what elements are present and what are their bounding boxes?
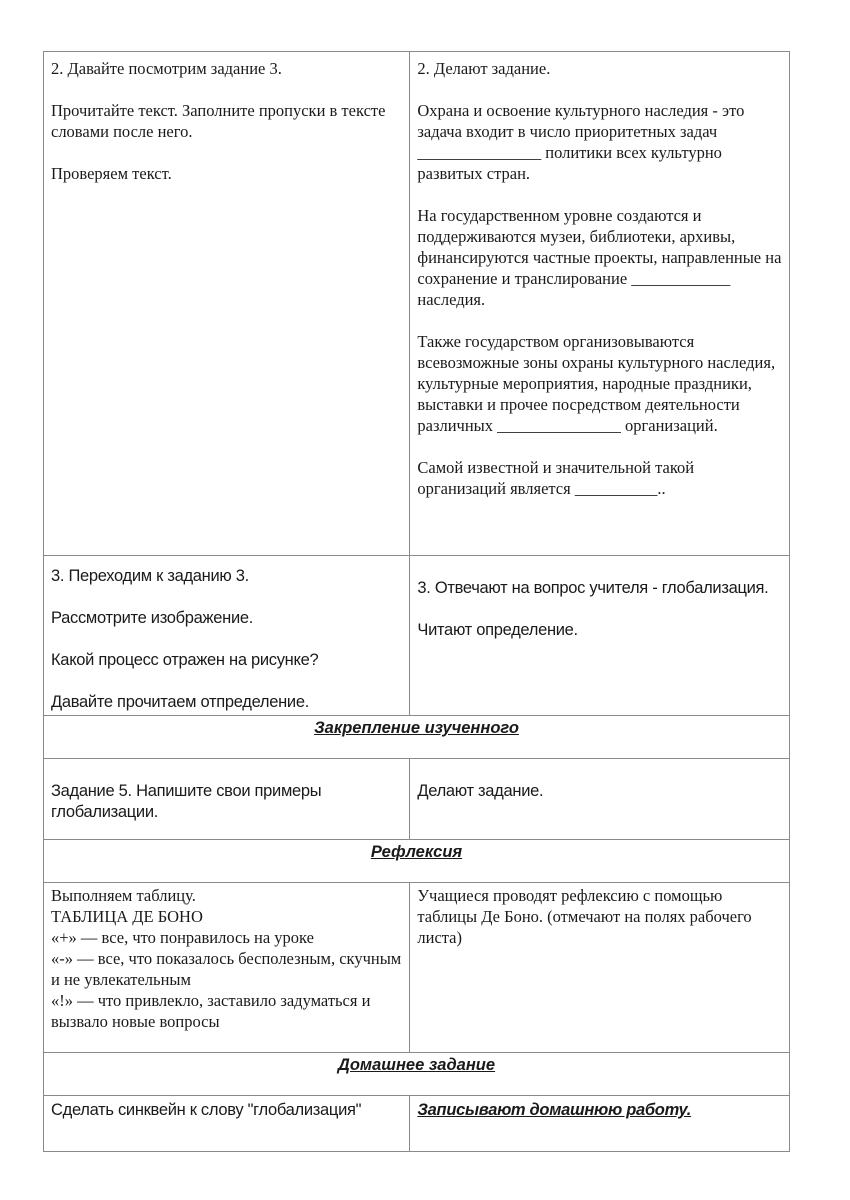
student-cell: Делают задание. bbox=[410, 759, 790, 840]
student-cell bbox=[410, 1096, 790, 1152]
row-homework bbox=[44, 1096, 790, 1152]
teacher-cell bbox=[44, 556, 410, 716]
teacher-line: Рассмотрите изображение. bbox=[51, 609, 254, 627]
teacher-cell: Сделать синквейн к слову "глобализация" bbox=[44, 1096, 410, 1152]
student-step: 3. Отвечают на вопрос учителя - глобализация. bbox=[417, 579, 769, 597]
student-cell: Учащиеся проводят рефлексию с помощью таблицы Де Боно. (отмечают на полях рабочего листа) bbox=[410, 883, 790, 1053]
teacher-line: Давайте прочитаем отпределение. bbox=[51, 693, 309, 711]
teacher-question: Какой процесс отражен на рисунке? bbox=[51, 651, 319, 669]
plus-criterion: «+» — все, что понравилось на уроке bbox=[51, 928, 314, 947]
student-cell bbox=[410, 52, 790, 556]
section-title: Закрепление изученного bbox=[44, 716, 790, 759]
minus-criterion: «-» — все, что показалось бесполезным, скучным и не увлекательным bbox=[51, 949, 402, 989]
section-title: Домашнее задание bbox=[44, 1053, 790, 1096]
teacher-cell bbox=[44, 883, 410, 1053]
student-cell bbox=[410, 556, 790, 716]
homework-note: Записывают домашнюю работу. bbox=[417, 1101, 692, 1119]
section-header-consolidation bbox=[44, 716, 790, 759]
section-title: Рефлексия bbox=[44, 840, 790, 883]
student-step: 2. Делают задание. bbox=[417, 59, 551, 78]
row-task-3-text bbox=[44, 52, 790, 556]
section-header-reflection bbox=[44, 840, 790, 883]
row-task-5 bbox=[44, 759, 790, 840]
row-reflection bbox=[44, 883, 790, 1053]
fill-in-paragraph-1: Охрана и освоение культурного наследия - это задача входит в число приоритетных задач _______________ политики всех культурно развитых стран. bbox=[417, 101, 745, 183]
student-line: Читают определение. bbox=[417, 621, 578, 639]
fill-in-paragraph-4: Самой известной и значительной такой организаций является __________.. bbox=[417, 458, 695, 498]
teacher-step: 3. Переходим к заданию 3. bbox=[51, 567, 249, 585]
row-task-3-image bbox=[44, 556, 790, 716]
teacher-line: Выполняем таблицу. bbox=[51, 886, 196, 905]
lesson-plan-table bbox=[43, 51, 790, 1152]
exclamation-criterion: «!» — что привлекло, заставило задуматься и вызвало новые вопросы bbox=[51, 991, 371, 1031]
teacher-step: 2. Давайте посмотрим задание 3. bbox=[51, 59, 282, 78]
teacher-cell bbox=[44, 52, 410, 556]
fill-in-paragraph-2: На государственном уровне создаются и поддерживаются музеи, библиотеки, архивы, финансируются частные проекты, направленные на сохранение и транслирование ____________ наследия. bbox=[417, 206, 782, 309]
fill-in-paragraph-3: Также государством организовываются всевозможные зоны охраны культурного наследия, культурные мероприятия, народные праздники, выставки и прочее посредством деятельности различных _______________ организаций. bbox=[417, 332, 776, 435]
table-title: ТАБЛИЦА ДЕ БОНО bbox=[51, 907, 203, 926]
section-header-homework bbox=[44, 1053, 790, 1096]
teacher-cell: Задание 5. Напишите свои примеры глобализации. bbox=[44, 759, 410, 840]
teacher-instruction: Прочитайте текст. Заполните пропуски в тексте словами после него. bbox=[51, 101, 386, 141]
teacher-check: Проверяем текст. bbox=[51, 164, 172, 183]
